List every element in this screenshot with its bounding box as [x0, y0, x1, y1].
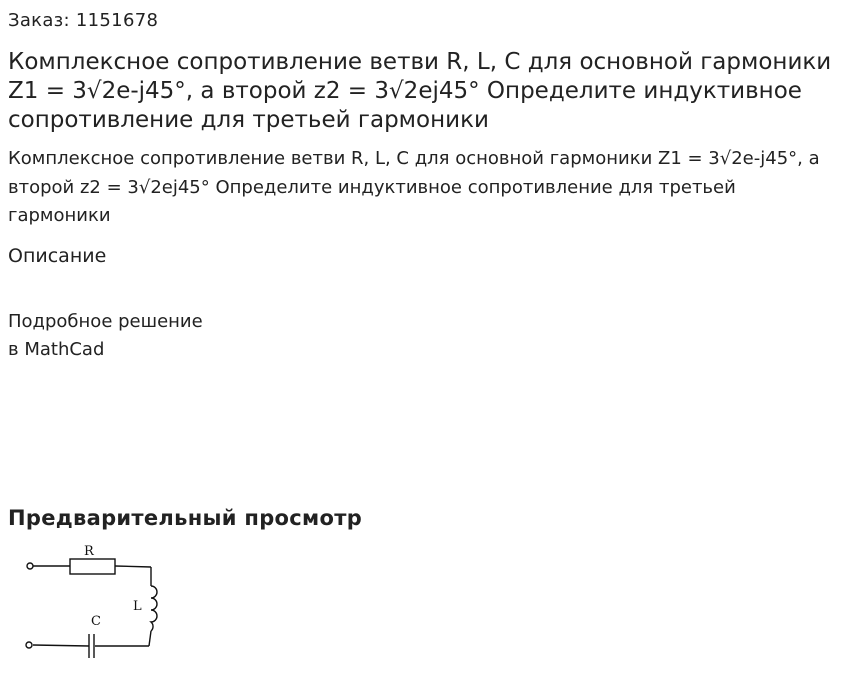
wire — [149, 631, 151, 646]
resistor-label: R — [84, 544, 94, 559]
description-body — [8, 308, 203, 364]
page-title: Комплексное сопротивление ветви R, L, C для основной гармоники Z1 = 3√2e-j45°, а второй z2 = 3√2ej45° Определите индуктивное сопротивление для третьей гармоники — [8, 49, 832, 133]
preview-heading: Предварительный просмотр — [8, 506, 363, 530]
description-line: Подробное решение — [8, 311, 203, 332]
wire — [33, 645, 89, 646]
task-summary: Комплексное сопротивление ветви R, L, C для основной гармоники Z1 = 3√2e-j45°, а второй z2 = 3√2ej45° Определите индуктивное сопротивление для третьей гармоники — [8, 148, 820, 226]
order-number: Заказ: 1151678 — [8, 10, 159, 31]
description-label: Описание — [8, 245, 107, 267]
capacitor-label: C — [91, 614, 101, 629]
circuit-diagram — [18, 540, 168, 665]
wire — [115, 566, 151, 567]
inductor-label: L — [133, 599, 142, 614]
circuit-preview-image — [18, 540, 168, 665]
description-line: в MathCad — [8, 339, 105, 360]
bottom-terminal — [26, 642, 32, 648]
inductor — [151, 586, 157, 631]
top-terminal — [27, 563, 33, 569]
resistor — [70, 559, 115, 574]
